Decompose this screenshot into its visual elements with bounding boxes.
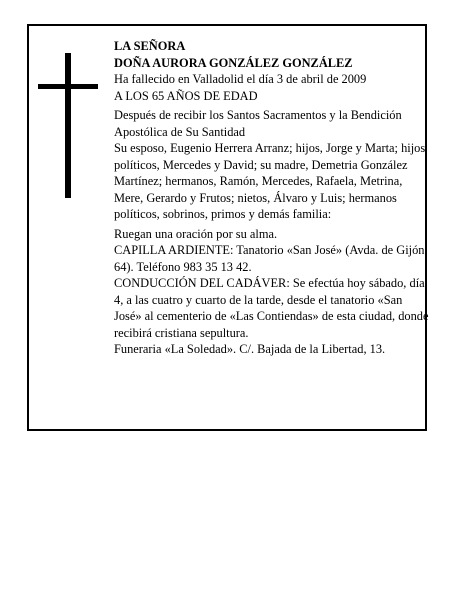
cross-horizontal-bar bbox=[38, 84, 98, 89]
prayer-line: Ruegan una oración por su alma. bbox=[114, 226, 278, 241]
funeral-home-line: Funeraria «La Soledad». C/. Bajada de la Libertad, 13. bbox=[114, 342, 386, 356]
sacraments-line: Después de recibir los Santos Sacramentos y la Bendición Apostólica de Su Santidad bbox=[114, 108, 402, 139]
heading: LA SEÑORA bbox=[114, 39, 186, 53]
death-line: Ha fallecido en Valladolid el día 3 de abril de 2009 bbox=[114, 72, 367, 86]
cross-icon bbox=[38, 53, 98, 198]
age-line: A LOS 65 AÑOS DE EDAD bbox=[114, 88, 258, 103]
family-line: Su esposo, Eugenio Herrera Arranz; hijos, Jorge y Marta; hijos políticos, Mercedes y David; su madre, Demetria González Martínez; hermanos, Ramón, Mercedes, Rafaela, Metrina, Mere, Gerardo y Frutos; nietos, Álvaro y Luis; hermanos políticos, sobrinos, primos y demás familia: bbox=[114, 141, 426, 221]
chapel-line: CAPILLA ARDIENTE: Tanatorio «San José» (Avda. de Gijón, 64). Teléfono 983 35 13 42. bbox=[114, 243, 428, 274]
obituary-text bbox=[114, 38, 430, 358]
cross-vertical-bar bbox=[65, 53, 71, 198]
transfer-line: CONDUCCIÓN DEL CADÁVER: Se efectúa hoy sábado, día 4, a las cuatro y cuarto de la tarde, desde el tanatorio «San José» al cementerio de «Las Contiendas» de esta ciudad, donde recibirá cristiana sepultura. bbox=[114, 276, 429, 340]
deceased-name: DOÑA AURORA GONZÁLEZ GONZÁLEZ bbox=[114, 55, 353, 70]
